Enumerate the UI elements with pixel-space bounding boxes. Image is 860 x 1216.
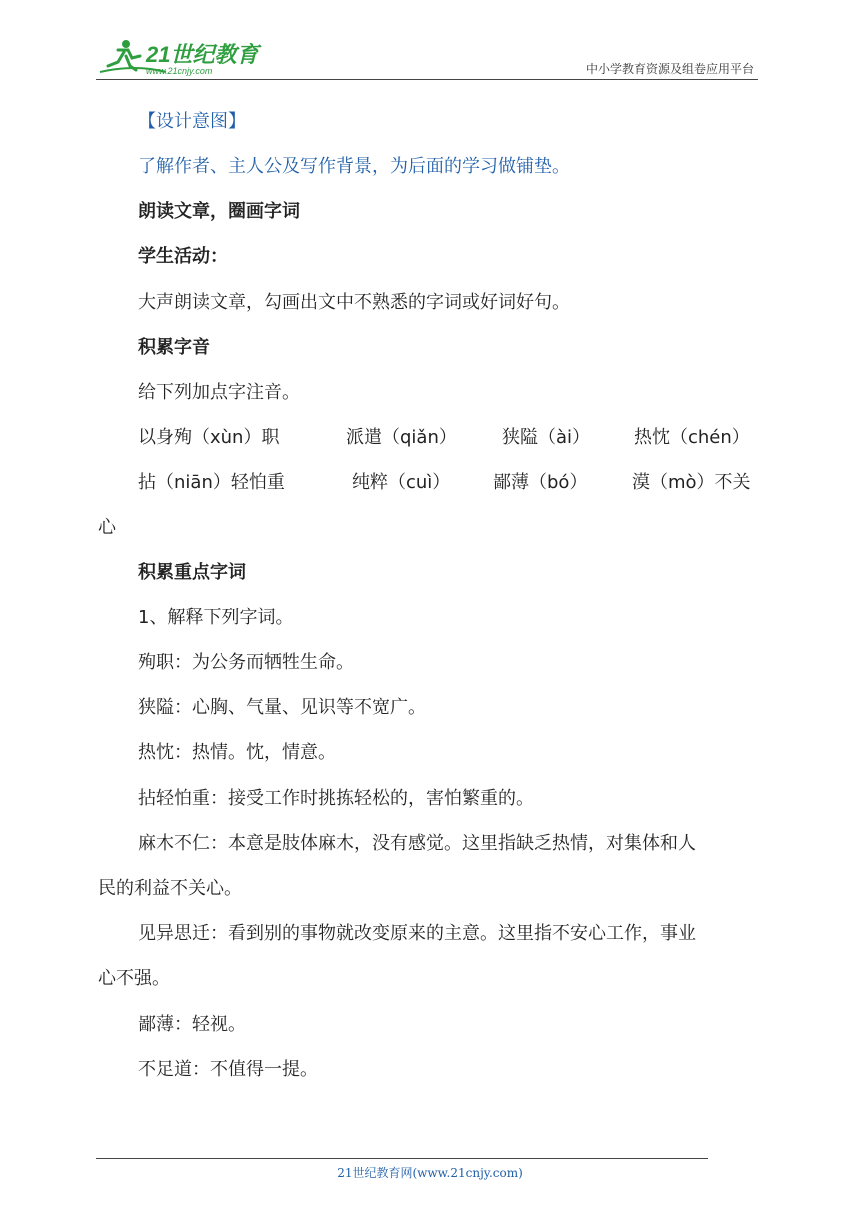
pinyin-row-2-continuation: 心 [98,517,116,538]
section-heading-read: 朗读文章，圈画字词 [138,201,300,222]
site-logo [96,36,266,78]
header-tagline: 中小学教育资源及组卷应用平台 [585,62,754,76]
header-divider [96,79,758,80]
definition-6-line-1: 见异思迁：看到别的事物就改变原来的主意。这里指不安心工作，事业 [138,923,696,944]
student-activity-label: 学生活动： [138,246,228,267]
footer-divider [96,1158,708,1159]
svg-text:21世纪教育: 21世纪教育 [146,42,259,67]
pinyin-item: 鄙薄（bó） [493,472,588,493]
definition-5-line-2: 民的利益不关心。 [98,878,242,899]
definition-5-line-1: 麻木不仁：本意是肢体麻木，没有感觉。这里指缺乏热情，对集体和人 [138,833,696,854]
pinyin-item: 派遣（qiǎn） [346,427,457,448]
design-intent-heading: 【设计意图】 [138,111,246,132]
section-heading-vocab: 积累重点字词 [138,562,246,583]
pinyin-item: 纯粹（cuì） [352,472,451,493]
definition-6-line-2: 心不强。 [98,968,170,989]
svg-text:www.21cnjy.com: www.21cnjy.com [146,66,213,76]
definition-3: 热忱：热情。忱，情意。 [138,742,336,763]
pinyin-item: 拈（niān）轻怕重 [138,472,285,493]
activity-text: 大声朗读文章，勾画出文中不熟悉的字词或好词好句。 [138,292,570,313]
footer-link[interactable]: 21世纪教育网(www.21cnjy.com) [337,1166,523,1180]
definition-7: 鄙薄：轻视。 [138,1014,246,1035]
definition-4: 拈轻怕重：接受工作时挑拣轻松的，害怕繁重的。 [138,788,534,809]
definition-2: 狭隘：心胸、气量、见识等不宽广。 [138,697,426,718]
pronunciation-instruction: 给下列加点字注音。 [138,382,300,403]
section-heading-pronunciation: 积累字音 [138,337,210,358]
definition-1: 殉职：为公务而牺牲生命。 [138,652,354,673]
pinyin-item: 漠（mò）不关 [632,472,751,493]
pinyin-item: 以身殉（xùn）职 [138,427,280,448]
definition-8: 不足道：不值得一提。 [138,1059,318,1080]
vocab-instruction: 1、解释下列字词。 [138,607,294,628]
pinyin-item: 热忱（chén） [634,427,750,448]
design-intent-text: 了解作者、主人公及写作背景，为后面的学习做铺垫。 [138,156,570,177]
pinyin-item: 狭隘（ài） [502,427,591,448]
